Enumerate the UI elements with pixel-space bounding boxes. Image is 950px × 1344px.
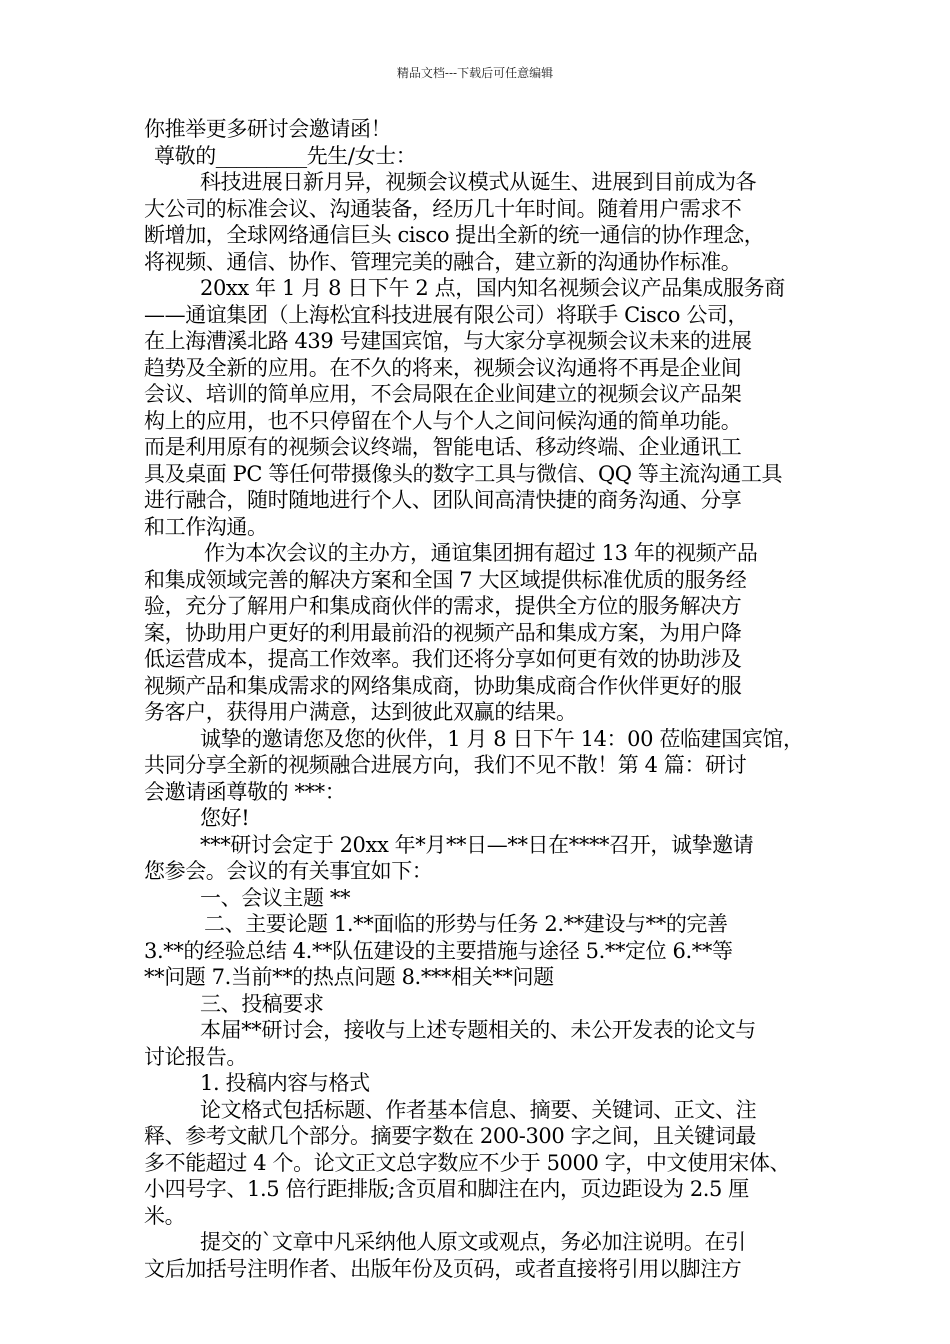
text-line: 进行融合，随时随地进行个人、团队间高清快捷的商务沟通、分享 [144,488,742,512]
text-line: 构上的应用，也不只停留在个人与个人之间问候沟通的简单功能。 [144,408,742,433]
text-line: 具及桌面 PC 等任何带摄像头的数字工具与微信、QQ 等主流沟通工具 [144,461,783,486]
text-line: 而是利用原有的视频会议终端，智能电话、移动终端、企业通讯工 [144,435,742,459]
text-line: 一、会议主题 ** [200,885,351,910]
text-line: 释、参考文献几个部分。摘要字数在 200-300 字之间，且关键词最 [144,1124,757,1148]
text-line: 您好! [200,806,250,830]
text-line: 将视频、通信、协作、管理完美的融合，建立新的沟通协作标准。 [144,249,742,274]
text-line: 科技进展日新月异，视频会议模式从诞生、进展到目前成为各 [200,170,757,194]
text-line: 务客户，获得用户满意，达到彼此双赢的结果。 [144,700,577,724]
text-line: 和集成领域完善的解决方案和全国 7 大区域提供标准优质的服务经 [144,567,747,592]
text-line: 讨论报告。 [144,1044,247,1069]
text-line: ***研讨会定于 20xx 年*月**日—**日在****召开，诚挚邀请 [200,832,754,857]
text-line: 共同分享全新的视频融合进展方向，我们不见不散！第 4 篇：研讨 [144,753,747,777]
text-line: 会邀请函尊敬的 ***： [144,779,346,804]
text-line: 视频产品和集成需求的网络集成商，协助集成商合作伙伴更好的服 [144,673,742,698]
page-header: 精品文档---下载后可任意编辑 [396,66,554,80]
text-line: **问题 7.当前**的热点问题 8.***相关**问题 [144,965,554,989]
text-line: 低运营成本，提高工作效率。我们还将分享如何更有效的协助涉及 [144,647,742,671]
text-line: 三、投稿要求 [200,991,324,1016]
text-line: ——通谊集团（上海松宜科技进展有限公司）将联手 Cisco 公司， [144,302,749,327]
text-line: 1. 投稿内容与格式 [200,1071,370,1095]
text-line: 验，充分了解用户和集成商伙伴的需求，提供全方位的服务解决方 [144,594,742,618]
text-line: 断增加，全球网络通信巨头 cisco 提出全新的统一通信的协作理念， [144,223,765,247]
text-line: 二、主要论题 1.**面临的形势与任务 2.**建设与**的完善 [204,912,728,936]
text-line: 提交的`文章中凡采纳他人原文或观点，务必加注说明。在引 [200,1230,746,1254]
text-line: 你推举更多研讨会邀请函！ [144,117,392,141]
text-line: 本届**研讨会，接收与上述专题相关的、未公开发表的论文与 [200,1018,756,1042]
document-body [144,116,816,1282]
text-line: 诚挚的邀请您及您的伙伴，1 月 8 日下午 14：00 莅临建国宾馆， [200,726,804,751]
text-line: 3.**的经验总结 4.**队伍建设的主要措施与途径 5.**定位 6.**等 [144,938,733,963]
text-line: 小四号字、1.5 倍行距排版;含页眉和脚注在内，页边距设为 2.5 厘 [144,1177,749,1201]
text-line: 案，协助用户更好的利用最前沿的视频产品和集成方案，为用户降 [144,620,742,645]
text-line: 20xx 年 1 月 8 日下午 2 点，国内知名视频会议产品集成服务商 [200,276,785,300]
text-line: 会议、培训的简单应用，不会局限在企业间建立的视频会议产品架 [144,382,742,406]
text-line: 和工作沟通。 [144,514,268,539]
text-line: 尊敬的_________先生/女士： [154,143,417,168]
text-line: 趋势及全新的应用。在不久的将来，视频会议沟通将不再是企业间 [144,355,742,380]
text-line: 您参会。会议的有关事宜如下： [144,859,433,883]
text-line: 大公司的标准会议、沟通装备，经历几十年时间。随着用户需求不 [144,196,742,221]
text-line: 多不能超过 4 个。论文正文总字数应不少于 5000 字，中文使用宋体、 [144,1150,791,1175]
text-line: 文后加括号注明作者、出版年份及页码，或者直接将引用以脚注方 [144,1256,742,1281]
text-line: 米。 [144,1203,186,1228]
text-line: 作为本次会议的主办方，通谊集团拥有超过 13 年的视频产品 [204,541,758,565]
text-line: 在上海漕溪北路 439 号建国宾馆，与大家分享视频会议未来的进展 [144,329,752,353]
text-line: 论文格式包括标题、作者基本信息、摘要、关键词、正文、注 [200,1097,757,1122]
